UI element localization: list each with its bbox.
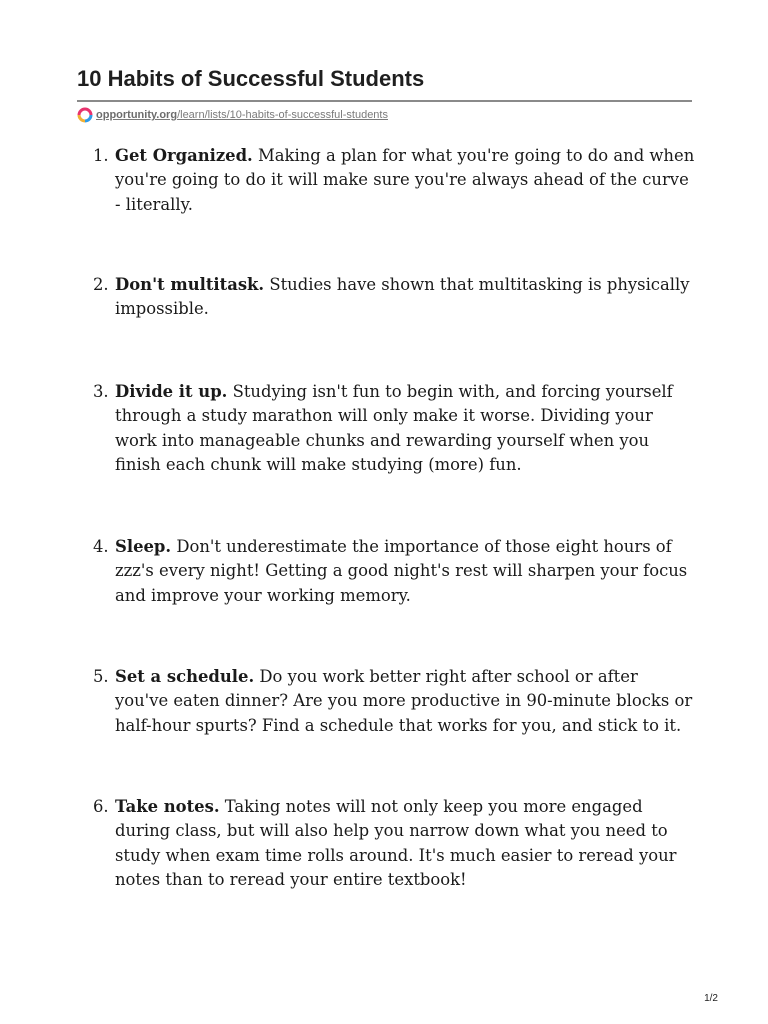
list-item-number: 5. <box>93 667 109 686</box>
list-item <box>93 380 695 477</box>
habit-text: Making a plan for what you're going to do and when you're going to do it will make sure you're always ahead of the curve - literally. <box>115 146 695 214</box>
title-divider <box>77 100 692 102</box>
source-line <box>77 106 388 124</box>
list-item <box>93 795 695 892</box>
habit-text: Do you work better right after school or after you've eaten dinner? Are you more productive in 90-minute blocks or half-hour spurts? Find a schedule that works for you, and stick to it. <box>115 667 693 735</box>
habit-title: Take notes. <box>115 797 220 816</box>
list-item-number: 2. <box>93 275 109 294</box>
list-item <box>93 665 695 738</box>
habit-title: Sleep. <box>115 537 172 556</box>
list-item-number: 6. <box>93 797 109 816</box>
source-url-link[interactable] <box>96 109 388 121</box>
list-item-number: 4. <box>93 537 109 556</box>
list-item <box>93 273 695 322</box>
habit-text: Studying isn't fun to begin with, and forcing yourself through a study marathon will only make it worse. Dividing your work into manageable chunks and rewarding yourself when you finish each chunk will make studying (more) fun. <box>115 382 673 474</box>
habit-title: Don't multitask. <box>115 275 265 294</box>
source-domain: opportunity.org <box>96 109 178 121</box>
page-title: 10 Habits of Successful Students <box>77 66 425 91</box>
source-path: /learn/lists/10-habits-of-successful-students <box>177 109 388 121</box>
habit-text: Taking notes will not only keep you more engaged during class, but will also help you narrow down what you need to study when exam time rolls around. It's much easier to reread your notes than to reread your entire textbook! <box>115 797 677 889</box>
list-item <box>93 535 695 608</box>
habit-title: Set a schedule. <box>115 667 255 686</box>
habit-title: Divide it up. <box>115 382 228 401</box>
opportunity-logo-icon <box>77 107 93 123</box>
habit-title: Get Organized. <box>115 146 253 165</box>
list-item-number: 3. <box>93 382 109 401</box>
list-item-number: 1. <box>93 146 109 165</box>
list-item <box>93 144 695 217</box>
habit-text: Don't underestimate the importance of those eight hours of zzz's every night! Getting a good night's rest will sharpen your focus and improve your working memory. <box>115 537 688 605</box>
habit-text: Studies have shown that multitasking is physically impossible. <box>115 275 690 319</box>
page-number: 1/2 <box>704 993 718 1004</box>
